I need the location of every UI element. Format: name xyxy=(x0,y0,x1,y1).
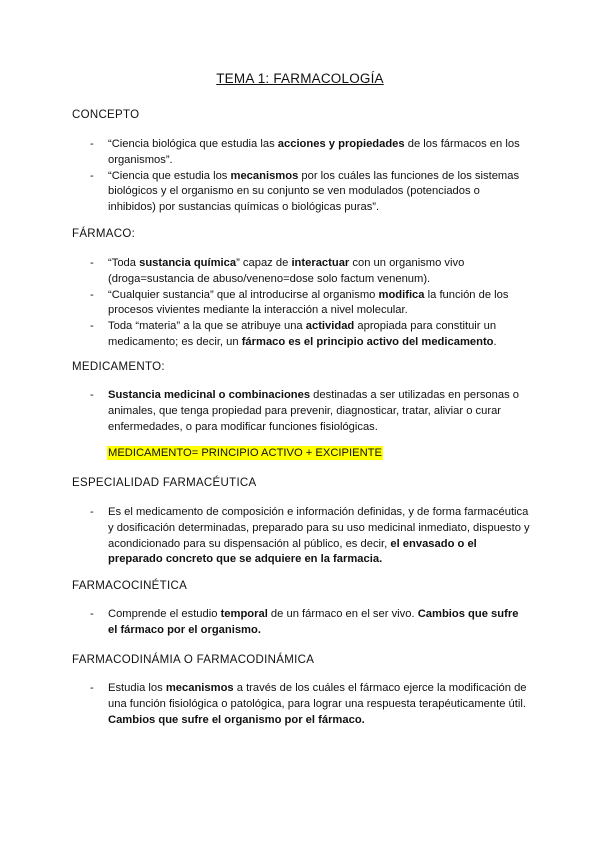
bullet-dash: - xyxy=(90,169,94,182)
bold-text: Cambios que sufre el fármaco por el organismo. xyxy=(108,608,519,636)
list-item xyxy=(90,681,530,728)
page-title: TEMA 1: FARMACOLOGÍA xyxy=(216,71,384,86)
text-run: Estudia los xyxy=(108,682,166,694)
heading-concepto: CONCEPTO xyxy=(72,109,140,121)
bold-text: temporal xyxy=(220,608,268,620)
list-concepto xyxy=(90,137,530,216)
text-run: de los fármacos en los organismos”. xyxy=(108,138,520,166)
bullet-dash: - xyxy=(90,320,94,333)
bold-text: interactuar xyxy=(291,257,350,269)
text-run: de un fármaco en el ser vivo. xyxy=(267,608,418,620)
bullet-dash: - xyxy=(90,608,94,620)
heading-farmaco: FÁRMACO: xyxy=(72,228,136,240)
text-run: la función de los procesos vivientes mediante la interacción a nivel molecular. xyxy=(108,288,509,317)
bullet-dash: - xyxy=(90,682,94,694)
text-run: a través de los cuáles el fármaco ejerce la modificación de una función fisiológica o patológica, para lograr una respuesta terapéuticamente útil. xyxy=(108,682,527,710)
list-medicamento xyxy=(90,388,530,435)
formula-highlight: MEDICAMENTO= PRINCIPIO ACTIVO + EXCIPIENTE xyxy=(108,447,382,459)
text-run: “Toda xyxy=(108,257,140,269)
bold-text: fármaco es el principio activo del medicamento xyxy=(241,335,494,348)
bullet-dash: - xyxy=(90,288,94,301)
list-item xyxy=(90,256,530,288)
text-run: “Cualquier sustancia” que al introducirse al organismo xyxy=(108,288,379,301)
bullet-dash: - xyxy=(90,389,94,401)
list-farmacocinetica xyxy=(90,607,530,639)
bold-text: Cambios que sufre el organismo por el fármaco. xyxy=(108,713,365,726)
heading-farmacodinamia: FARMACODINÁMIA O FARMACODINÁMICA xyxy=(72,654,315,666)
heading-medicamento: MEDICAMENTO: xyxy=(72,361,165,373)
bold-text: mecanismos xyxy=(230,169,299,182)
text-run: apropiada para constituir un medicamento; es decir, un xyxy=(108,320,497,348)
list-item xyxy=(90,169,530,216)
bold-text: el envasado o el preparado concreto que se adquiere en la farmacia. xyxy=(108,537,477,566)
text-run: “Ciencia que estudia los xyxy=(108,169,231,182)
bold-text: sustancia química xyxy=(139,257,237,269)
list-farmaco xyxy=(90,256,530,351)
text-run: por los cuáles las funciones de los sistemas biológicos y el organismo en su conjunto se ven modulados (potenciados o inhibidos) por sustancias químicas o biológicas puras”. xyxy=(108,169,520,214)
text-run: . xyxy=(493,335,497,348)
text-run: con un organismo vivo (droga=sustancia de abuso/veneno=dose solo factum venenum). xyxy=(108,257,465,285)
text-run: Toda “materia” a la que se atribuye una xyxy=(108,320,306,333)
bullet-dash: - xyxy=(90,257,94,269)
text-run: ” capaz de xyxy=(236,257,292,269)
list-item xyxy=(90,288,530,320)
bold-text: Sustancia medicinal o combinaciones xyxy=(108,389,311,401)
list-farmacodinamia xyxy=(90,681,530,728)
list-item xyxy=(90,607,530,639)
list-item xyxy=(90,137,530,169)
text-run: Comprende el estudio xyxy=(108,608,221,620)
text-run: destinadas a ser utilizadas en personas o animales, que tenga propiedad para prevenir, diagnosticar, tratar, aliviar o curar enfermedades, o para modificar funciones fisiológicas. xyxy=(108,389,520,433)
list-item xyxy=(90,505,530,568)
text-run: Es el medicamento de composición e información definidas, y de forma farmacéutica y dosificación determinadas, preparado para su uso medicinal inmediato, dispuesto y acondicionado para su dispensación al público, es decir, xyxy=(108,506,530,550)
bold-text: actividad xyxy=(305,320,355,333)
bullet-dash: - xyxy=(90,506,94,518)
heading-especialidad: ESPECIALIDAD FARMACÉUTICA xyxy=(72,477,257,489)
bold-text: mecanismos xyxy=(165,682,234,694)
text-run: “Ciencia biológica que estudia las xyxy=(108,138,278,150)
list-especialidad xyxy=(90,505,530,568)
list-item xyxy=(90,388,530,435)
heading-farmacocinetica: FARMACOCINÉTICA xyxy=(72,580,188,592)
bold-text: modifica xyxy=(378,288,425,301)
bullet-dash: - xyxy=(90,138,94,150)
list-item xyxy=(90,319,530,351)
bold-text: acciones y propiedades xyxy=(277,138,405,150)
